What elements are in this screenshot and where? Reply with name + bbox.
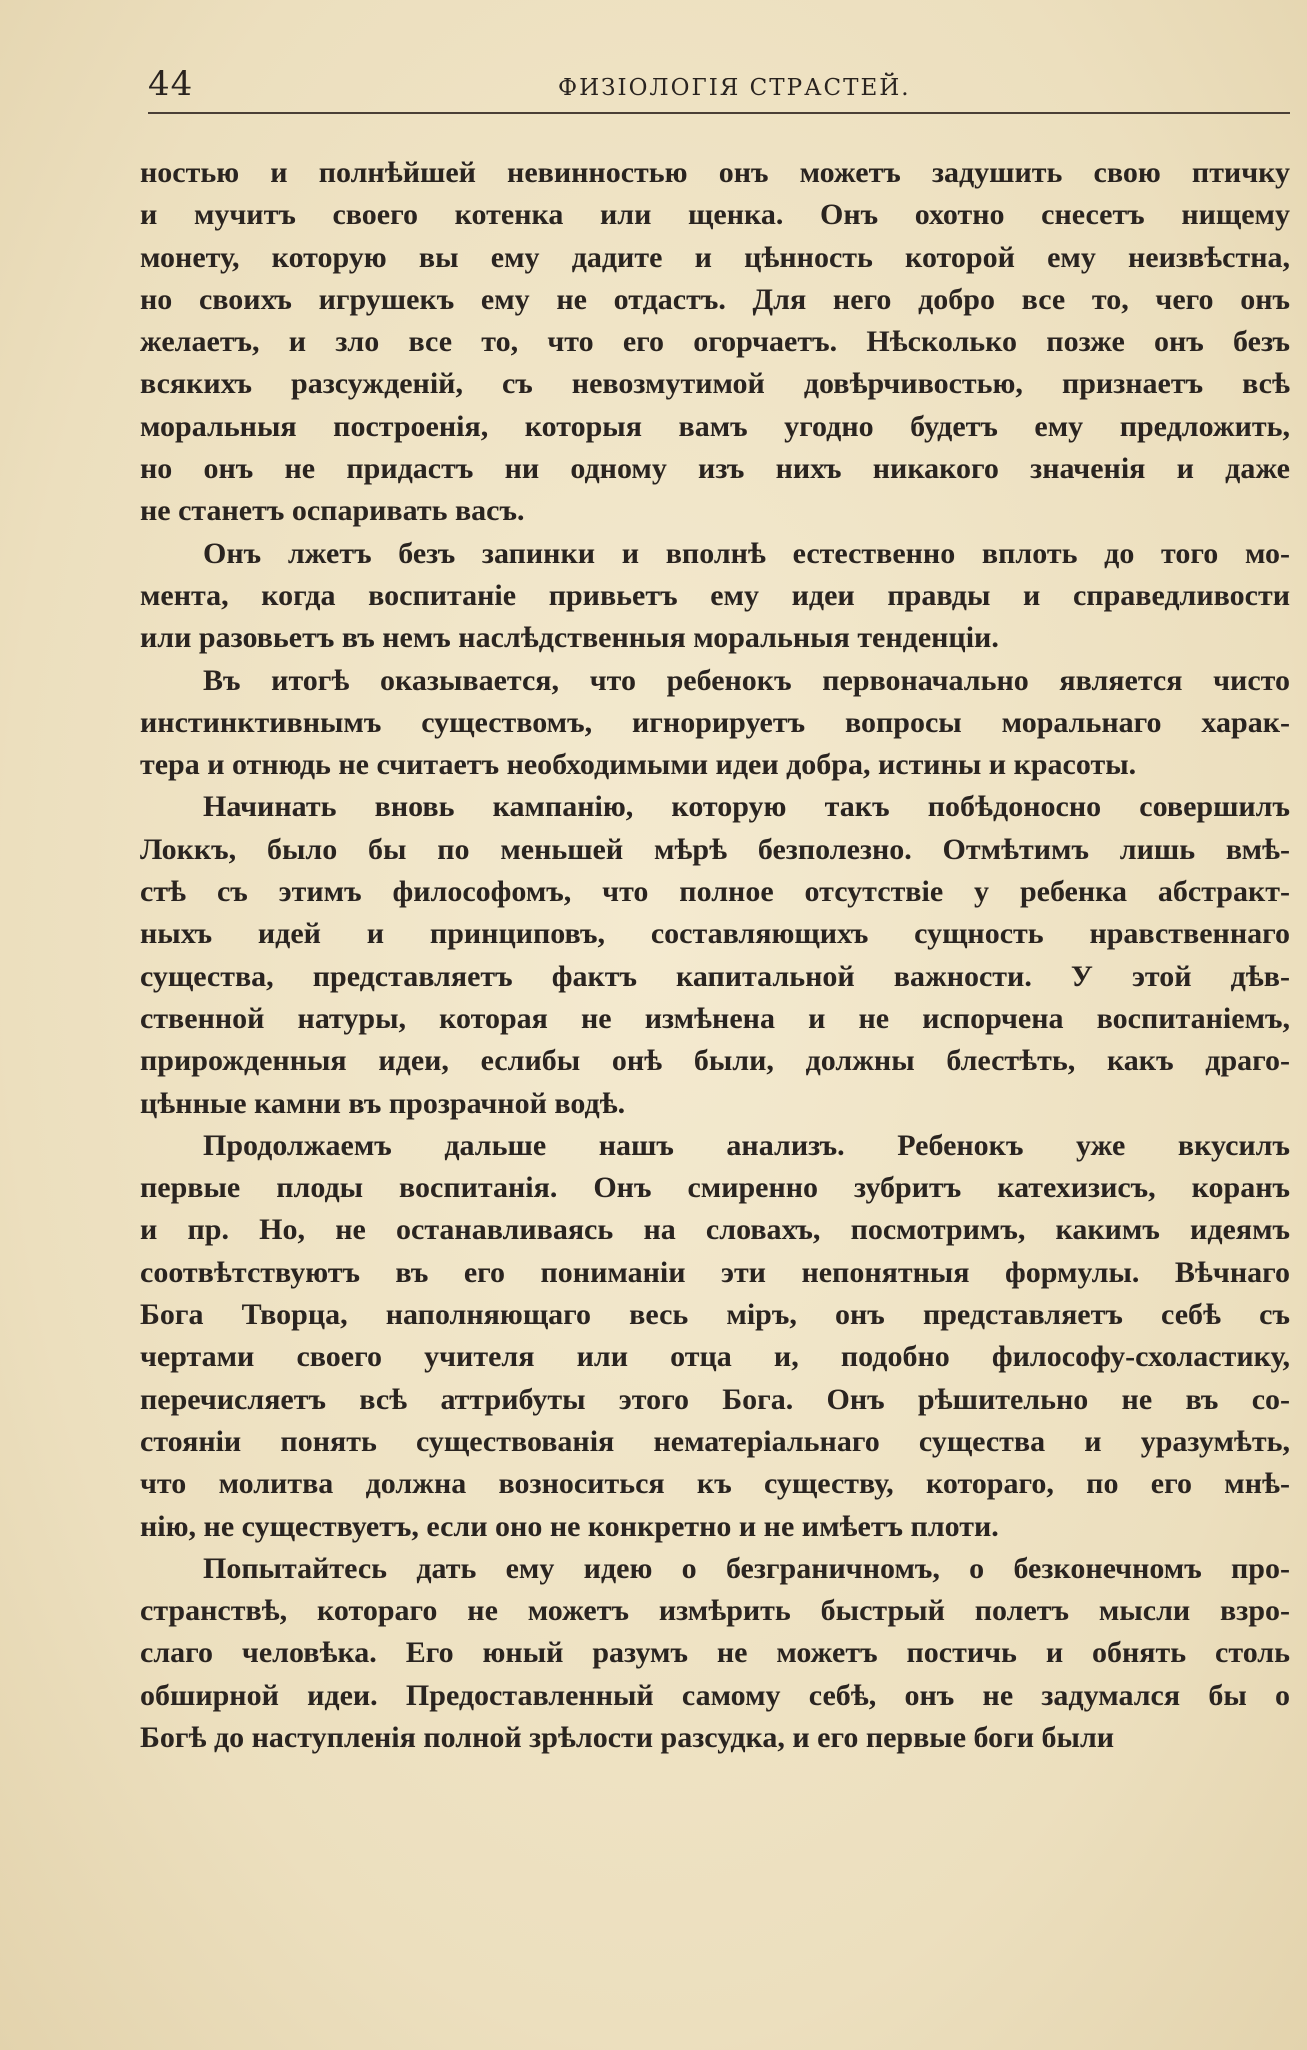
text-line: но своихъ игрушекъ ему не отдастъ. Для него добро все то, чего онъ: [140, 282, 1290, 316]
paragraph: [140, 152, 1290, 533]
paragraph: [140, 1548, 1290, 1759]
text-line: желаетъ, и зло все то, что его огорчаетъ. Нѣсколько позже онъ безъ: [140, 325, 1290, 359]
text-line: монету, которую вы ему дадите и цѣнность которой ему неизвѣстна,: [140, 240, 1290, 274]
page-number: 44: [148, 64, 194, 104]
text-line: прирожденныя идеи, еслибы онѣ были, должны блестѣть, какъ драго-: [140, 1044, 1290, 1078]
text-line: ныхъ идей и принциповъ, составляющихъ сущность нравственнаго: [140, 917, 1290, 951]
text-line: Локкъ, было бы по меньшей мѣрѣ безполезно. Отмѣтимъ лишь вмѣ-: [140, 832, 1290, 866]
text-line: соотвѣтствуютъ въ его пониманiи эти непонятныя формулы. Вѣчнаго: [140, 1255, 1290, 1289]
text-line: что молитва должна возноситься къ существу, котораго, по его мнѣ-: [140, 1467, 1290, 1501]
text-line: стѣ съ этимъ философомъ, что полное отсутствiе у ребенка абстракт-: [140, 875, 1290, 909]
text-line: Бога Творца, наполняющаго весь мiръ, онъ представляетъ себѣ съ: [140, 1298, 1290, 1332]
page-header: [148, 62, 1290, 114]
text-line: Въ итогѣ оказывается, что ребенокъ первоначально является чисто: [203, 663, 1290, 697]
paragraph: [140, 660, 1290, 787]
paragraph: [140, 1125, 1290, 1548]
text-line: перечисляетъ всѣ аттрибуты этого Бога. Онъ рѣшительно не въ со-: [140, 1382, 1290, 1416]
text-line: Попытайтесь дать ему идею о безграничномъ, о безконечномъ про-: [203, 1551, 1290, 1585]
text-line: первые плоды воспитанiя. Онъ смиренно зубритъ катехизисъ, коранъ: [140, 1171, 1290, 1205]
paragraph: [140, 786, 1290, 1124]
text-line: стоянiи понять существованiя нематерiальнаго существа и уразумѣть,: [140, 1424, 1290, 1458]
text-line: чертами своего учителя или отца и, подобно философу-схоластику,: [140, 1340, 1290, 1374]
text-line: слаго человѣка. Его юный разумъ не можетъ постичь и обнять столь: [140, 1636, 1290, 1670]
text-line: ностью и полнѣйшей невинностью онъ можетъ задушить свою птичку: [140, 156, 1290, 189]
text-line: всякихъ разсужденiй, съ невозмутимой довѣрчивостью, признаетъ всѣ: [140, 367, 1290, 401]
text-line: и мучитъ своего котенка или щенка. Онъ охотно снесетъ нищему: [140, 198, 1290, 232]
text-line: но онъ не придастъ ни одному изъ нихъ никакого значенiя и даже: [140, 452, 1290, 486]
text-line: инстинктивнымъ существомъ, игнорируетъ вопросы моральнаго харак-: [140, 705, 1290, 739]
text-line: обширной идеи. Предоставленный самому себѣ, онъ не задумался бы о: [140, 1678, 1290, 1712]
text-line: Онъ лжетъ безъ запинки и вполнѣ естественно вплоть до того мо-: [203, 536, 1290, 570]
text-line: существа, представляетъ фактъ капитальной важности. У этой дѣв-: [140, 959, 1290, 993]
text-line: Начинать вновь кампанiю, которую такъ побѣдоносно совершилъ: [203, 790, 1290, 824]
text-line: нiю, не существуетъ, если оно не конкретно и не имѣетъ плоти.: [140, 1509, 999, 1543]
text-line: мента, когда воспитанiе привьетъ ему идеи правды и справедливости: [140, 578, 1290, 612]
text-line: тера и отнюдь не считаетъ необходимыми идеи добра, истины и красоты.: [140, 748, 1137, 782]
text-line: и пр. Но, не останавливаясь на словахъ, посмотримъ, какимъ идеямъ: [140, 1213, 1290, 1247]
running-title: ФИЗIОЛОГIЯ СТРАСТЕЙ.: [558, 75, 911, 101]
text-line: не станетъ оспаривать васъ.: [140, 494, 525, 528]
text-line: Продолжаемъ дальше нашъ анализъ. Ребенокъ уже вкусилъ: [203, 1128, 1290, 1162]
text-line: цѣнные камни въ прозрачной водѣ.: [140, 1086, 626, 1120]
text-line: или разовьетъ въ немъ наслѣдственныя моральныя тенденцiи.: [140, 621, 999, 655]
paragraph: [140, 533, 1290, 660]
text-line: странствѣ, котораго не можетъ измѣрить быстрый полетъ мысли взро-: [140, 1594, 1290, 1628]
body-text: [140, 152, 1290, 1759]
text-line: ственной натуры, которая не измѣнена и не испорчена воспитанiемъ,: [140, 1001, 1290, 1035]
text-line: моральныя построенiя, которыя вамъ угодно будетъ ему предложить,: [140, 409, 1290, 443]
text-line: Богѣ до наступленiя полной зрѣлости разсудка, и его первые боги были: [140, 1720, 1115, 1754]
